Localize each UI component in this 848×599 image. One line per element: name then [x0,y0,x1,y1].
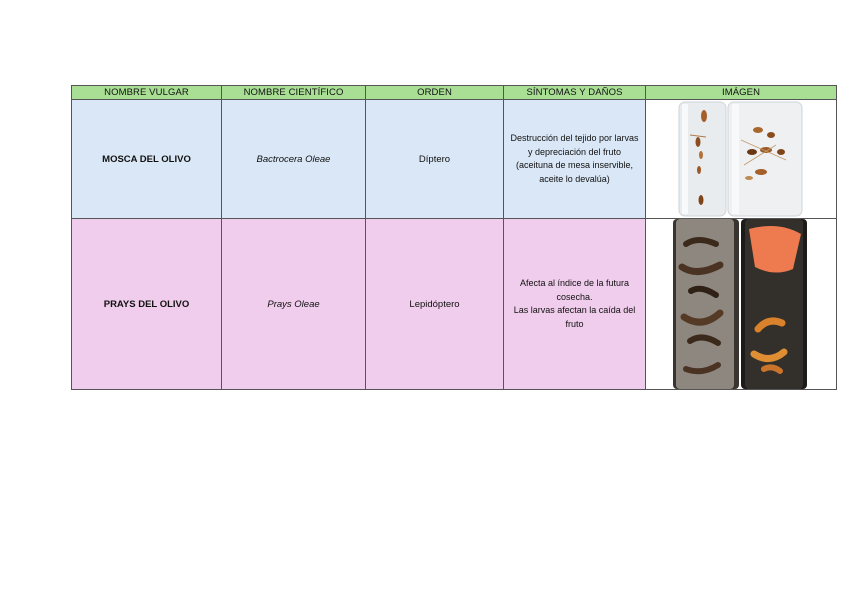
table-row [72,100,837,219]
moth-larvae-image [646,219,837,389]
symptoms-cell: Destrucción del tejido por larvas y depreciación del fruto (aceituna de mesa inservible, aceite lo devalúa) [504,100,646,219]
fly-photo [646,100,836,218]
common-name-cell: PRAYS DEL OLIVO [72,219,222,390]
moth-photo [646,219,836,389]
header-image: IMÁGEN [646,86,837,100]
symptoms-cell [504,219,646,390]
image-cell [646,100,837,219]
order-cell: Lepidóptero [366,219,504,390]
header-order: ORDEN [366,86,504,100]
header-symptoms: SÍNTOMAS Y DAÑOS [504,86,646,100]
scientific-name-cell: Bactrocera Oleae [222,100,366,219]
pest-table [71,85,837,390]
order-cell: Díptero [366,100,504,219]
header-common-name: NOMBRE VULGAR [72,86,222,100]
scientific-name-cell: Prays Oleae [222,219,366,390]
common-name-cell: MOSCA DEL OLIVO [72,100,222,219]
table-row [72,219,837,390]
symptoms-line: Afecta al índice de la futura cosecha. [519,278,630,302]
header-scientific-name: NOMBRE CIENTÍFICO [222,86,366,100]
symptoms-line: Las larvas afectan la caída del fruto [513,305,636,329]
table-header-row [72,86,837,100]
fly-specimens-image [646,100,837,218]
image-cell [646,219,837,390]
